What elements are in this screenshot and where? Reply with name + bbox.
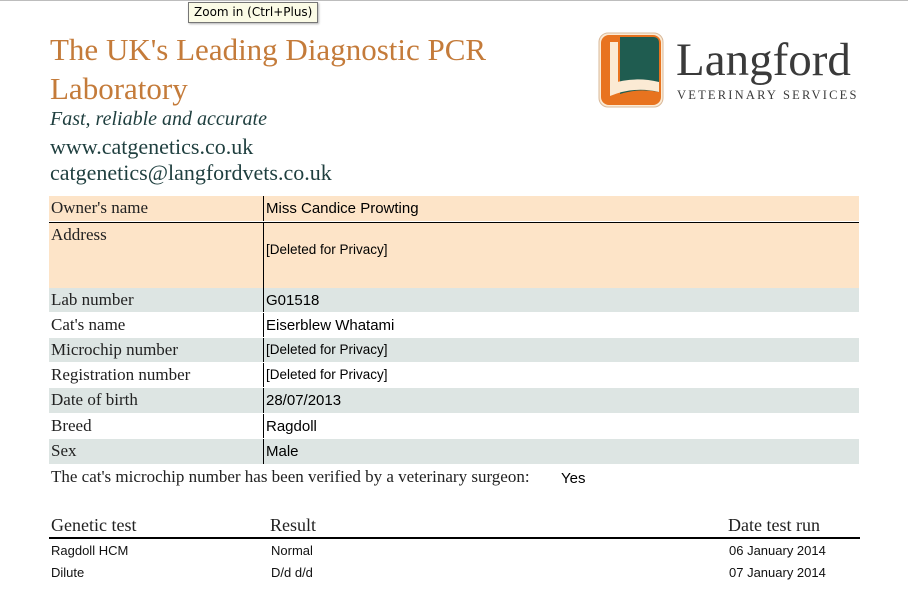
- email-link[interactable]: catgenetics@langfordvets.co.uk: [50, 160, 332, 185]
- test-result: D/d d/d: [271, 565, 313, 580]
- sex-value: Male: [266, 443, 299, 460]
- tagline: Fast, reliable and accurate: [50, 108, 267, 130]
- lab-number-row: [49, 288, 859, 312]
- address-row: [49, 222, 859, 288]
- owner-value: Miss Candice Prowting: [266, 200, 419, 217]
- test-name: Dilute: [51, 565, 85, 580]
- registration-row: [49, 363, 859, 387]
- sex-row: [49, 439, 859, 464]
- website-link[interactable]: www.catgenetics.co.uk: [50, 134, 254, 159]
- dob-value: 28/07/2013: [266, 392, 342, 409]
- verification-text: The cat's microchip number has been verified by a veterinary surgeon:: [51, 467, 530, 486]
- logo-wordmark: Langford: [676, 34, 851, 86]
- column-divider: [263, 363, 264, 387]
- lab-number-label: Lab number: [51, 290, 134, 309]
- owner-label: Owner's name: [51, 198, 149, 217]
- microchip-value: [Deleted for Privacy]: [266, 342, 388, 357]
- window-top-border: [0, 0, 908, 1]
- test-date: 06 January 2014: [729, 543, 826, 558]
- column-divider: [263, 288, 264, 312]
- registration-label: Registration number: [51, 365, 191, 384]
- column-divider: [263, 439, 264, 464]
- registration-value: [Deleted for Privacy]: [266, 367, 388, 382]
- test-name: Ragdoll HCM: [51, 543, 129, 558]
- column-divider: [263, 338, 264, 362]
- header-result: Result: [270, 515, 317, 535]
- column-divider: [263, 388, 264, 413]
- test-result: Normal: [271, 543, 313, 558]
- langford-logo-icon: [598, 32, 664, 108]
- page-title: The UK's Leading Diagnostic PCR Laboratory: [50, 32, 487, 106]
- address-label: Address: [51, 225, 107, 244]
- dob-label: Date of birth: [51, 390, 138, 409]
- header-genetic-test: Genetic test: [51, 515, 137, 535]
- header-underline: [49, 537, 860, 539]
- test-date: 07 January 2014: [729, 565, 826, 580]
- breed-row: [49, 414, 859, 438]
- lab-number-value: G01518: [266, 292, 320, 309]
- cat-name-row: [49, 313, 859, 337]
- breed-label: Breed: [51, 416, 92, 435]
- cat-name-value: Eiserblew Whatami: [266, 317, 395, 334]
- column-divider: [263, 313, 264, 337]
- sex-label: Sex: [51, 441, 77, 460]
- microchip-row: [49, 338, 859, 362]
- column-divider: [263, 414, 264, 438]
- column-divider: [263, 196, 264, 221]
- microchip-label: Microchip number: [51, 340, 178, 359]
- langford-logo: [598, 30, 862, 110]
- address-value: [Deleted for Privacy]: [266, 242, 388, 257]
- owner-row: [49, 196, 859, 221]
- dob-row: [49, 388, 859, 413]
- cat-name-label: Cat's name: [51, 315, 126, 334]
- breed-value: Ragdoll: [266, 418, 317, 435]
- verification-answer: Yes: [561, 470, 586, 487]
- column-divider: [263, 223, 264, 288]
- zoom-tooltip: Zoom in (Ctrl+Plus): [188, 2, 318, 23]
- header-date: Date test run: [728, 515, 820, 535]
- logo-subtitle: VETERINARY SERVICES: [677, 88, 859, 102]
